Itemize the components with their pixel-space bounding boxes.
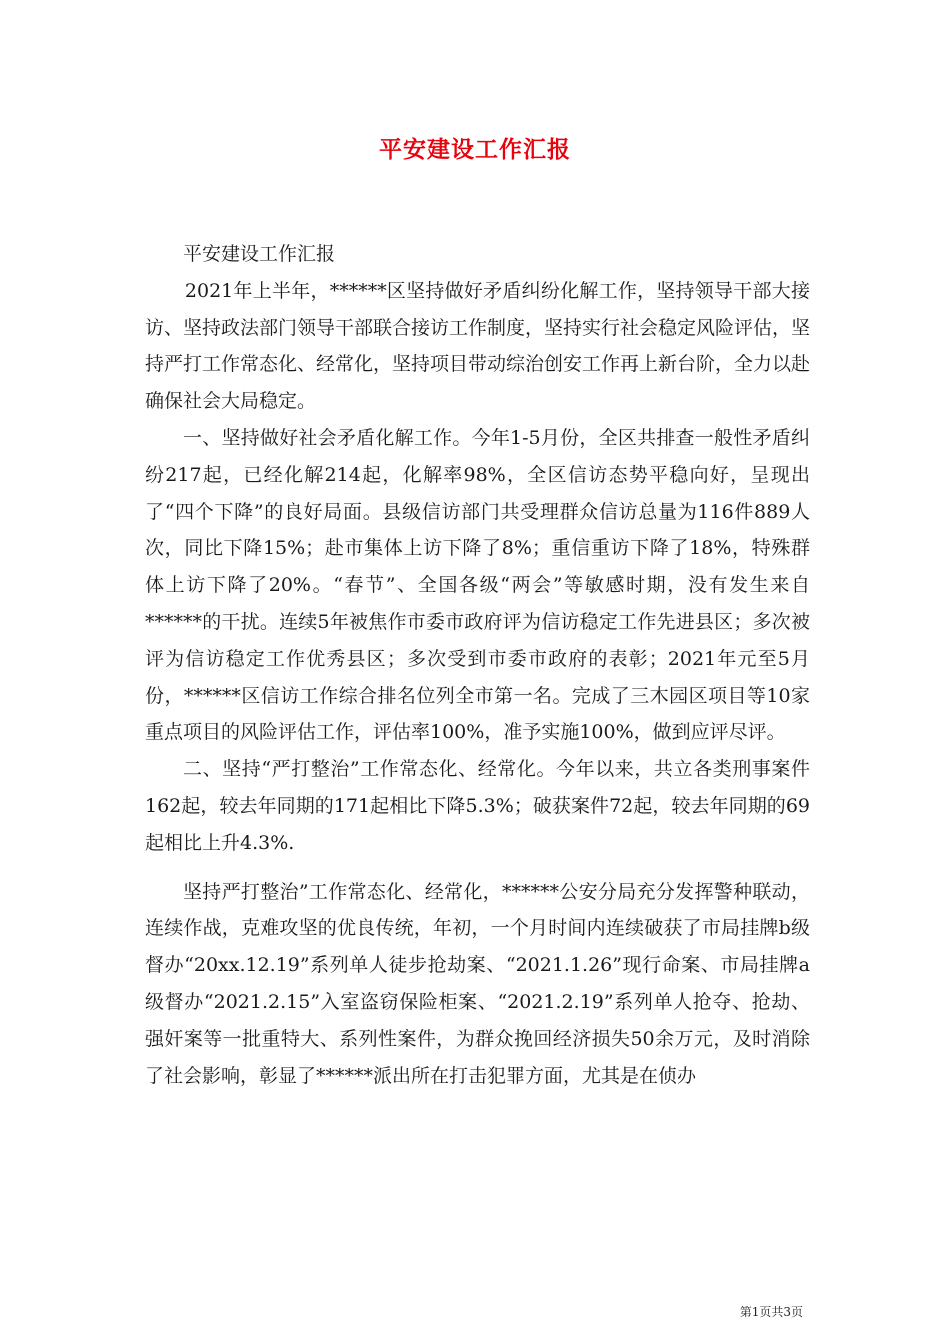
document-title: 平安建设工作汇报 (379, 136, 571, 163)
paragraph-section-two-detail: 坚持严打整治”工作常态化、经常化，******公安分局充分发挥警种联动，连续作战，克难攻坚的优良传统，年初，一个月时间内连续破获了市局挂牌b级督办“20xx.12.19”系列单人徒步抢劫案、“2021.1.26”现行命案、市局挂牌a级督办“2021.2.15”入室盗窃保险柜案、“2021.2.19”系列单人抢夺、抢劫、强奸案等一批重特大、系列性案件，为群众挽回经济损失50余万元，及时消除了社会影响，彰显了******派出所在打击犯罪方面，尤其是在侦办 (145, 880, 810, 1087)
paragraph-intro: 2021年上半年，******区坚持做好矛盾纠纷化解工作，坚持领导干部大接访、坚持政法部门领导干部联合接访工作制度，坚持实行社会稳定风险评估，坚持严打工作常态化、经常化，坚持项目带动综治创安工作再上新台阶，全力以赴确保社会大局稳定。 (145, 279, 811, 413)
document-body (145, 236, 810, 1094)
paragraph-section-one: 一、坚持做好社会矛盾化解工作。今年1-5月份，全区共排查一般性矛盾纠纷217起，已经化解214起，化解率98%，全区信访态势平稳向好，呈现出了“四个下降”的良好局面。县级信访部门共受理群众信访总量为116件889人次，同比下降15%；赴市集体上访下降了8%；重信重访下降了18%，特殊群体上访下降了20%。“春节”、全国各级“两会”等敏感时期，没有发生来自******的干扰。连续5年被焦作市委市政府评为信访稳定工作先进县区；多次被评为信访稳定工作优秀县区；多次受到市委市政府的表彰；2021年元至5月份，******区信访工作综合排名位列全市第一名。完成了三木园区项目等10家重点项目的风险评估工作，评估率100%，准予实施100%，做到应评尽评。 (145, 426, 810, 744)
paragraph-section-two: 二、坚持“严打整治”工作常态化、经常化。今年以来，共立各类刑事案件162起，较去年同期的171起相比下降5.3%；破获案件72起，较去年同期的69起相比上升4.3%. (145, 758, 810, 854)
document-subtitle: 平安建设工作汇报 (183, 243, 336, 265)
page-number: 第1页共3页 (739, 1305, 803, 1319)
